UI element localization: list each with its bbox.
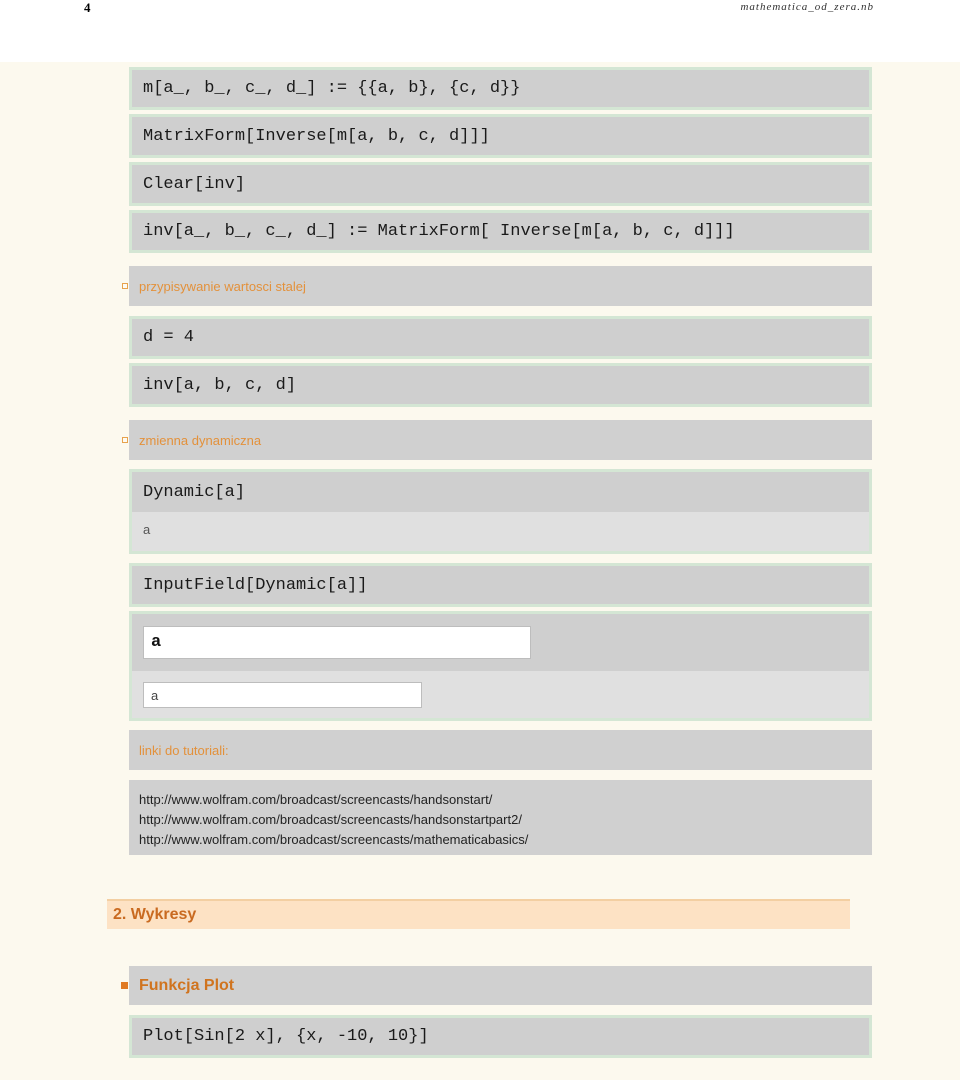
cell-group-inputfield-output xyxy=(129,611,872,721)
note-dynamic-text: zmienna dynamiczna xyxy=(139,432,262,448)
page-header xyxy=(0,0,960,62)
subsection-heading[interactable] xyxy=(129,966,872,1005)
links-cell xyxy=(129,780,872,855)
input-cell-inputfield[interactable]: InputField[Dynamic[a]] xyxy=(129,563,872,607)
subsection-bullet-icon xyxy=(121,982,128,989)
input-cell-assign-d[interactable]: d = 4 xyxy=(129,316,872,359)
output-cell-dynamic xyxy=(132,512,869,551)
inputfield-output-row xyxy=(132,671,869,718)
text-cell-note-dynamic[interactable] xyxy=(129,420,872,460)
input-cell-matrixform[interactable]: MatrixForm[Inverse[m[a, b, c, d]]] xyxy=(129,114,872,158)
tutorial-link[interactable]: http://www.wolfram.com/broadcast/screencasts/handsonstartpart2/ xyxy=(139,812,522,827)
text-cell-note-links[interactable] xyxy=(129,730,872,770)
input-cell-def-inv[interactable]: inv[a_, b_, c_, d_] := MatrixForm[ Inverse[m[a, b, c, d]]] xyxy=(129,210,872,253)
note-links-text: linki do tutoriali: xyxy=(139,742,229,758)
input-cell-plot[interactable]: Plot[Sin[2 x], {x, -10, 10}] xyxy=(129,1015,872,1058)
text-cell-note-const[interactable] xyxy=(129,266,872,306)
input-cell-call-inv[interactable]: inv[a, b, c, d] xyxy=(129,363,872,407)
input-cell-dynamic[interactable]: Dynamic[a] xyxy=(132,472,869,512)
dynamic-output-value: a xyxy=(143,522,151,537)
subsection-title: Funkcja Plot xyxy=(139,976,235,994)
notebook-filename: mathematica_od_zera.nb xyxy=(740,1,874,13)
cell-marker-icon xyxy=(122,437,128,443)
input-cell-clear[interactable]: Clear[inv] xyxy=(129,162,872,206)
tutorial-link[interactable]: http://www.wolfram.com/broadcast/screencasts/handsonstart/ xyxy=(139,792,493,807)
cell-group-dynamic xyxy=(129,469,872,554)
section-heading[interactable]: 2. Wykresy xyxy=(107,899,850,929)
tutorial-link[interactable]: http://www.wolfram.com/broadcast/screencasts/mathematicabasics/ xyxy=(139,832,529,847)
note-const-text: przypisywanie wartosci stalej xyxy=(139,278,306,294)
page-number: 4 xyxy=(84,0,91,15)
inputfield-output[interactable]: a xyxy=(143,682,422,708)
inputfield-editor[interactable]: a xyxy=(143,626,531,659)
inputfield-editor-row xyxy=(132,614,869,671)
cell-marker-icon xyxy=(122,283,128,289)
input-cell-def-m[interactable]: m[a_, b_, c_, d_] := {{a, b}, {c, d}} xyxy=(129,67,872,110)
